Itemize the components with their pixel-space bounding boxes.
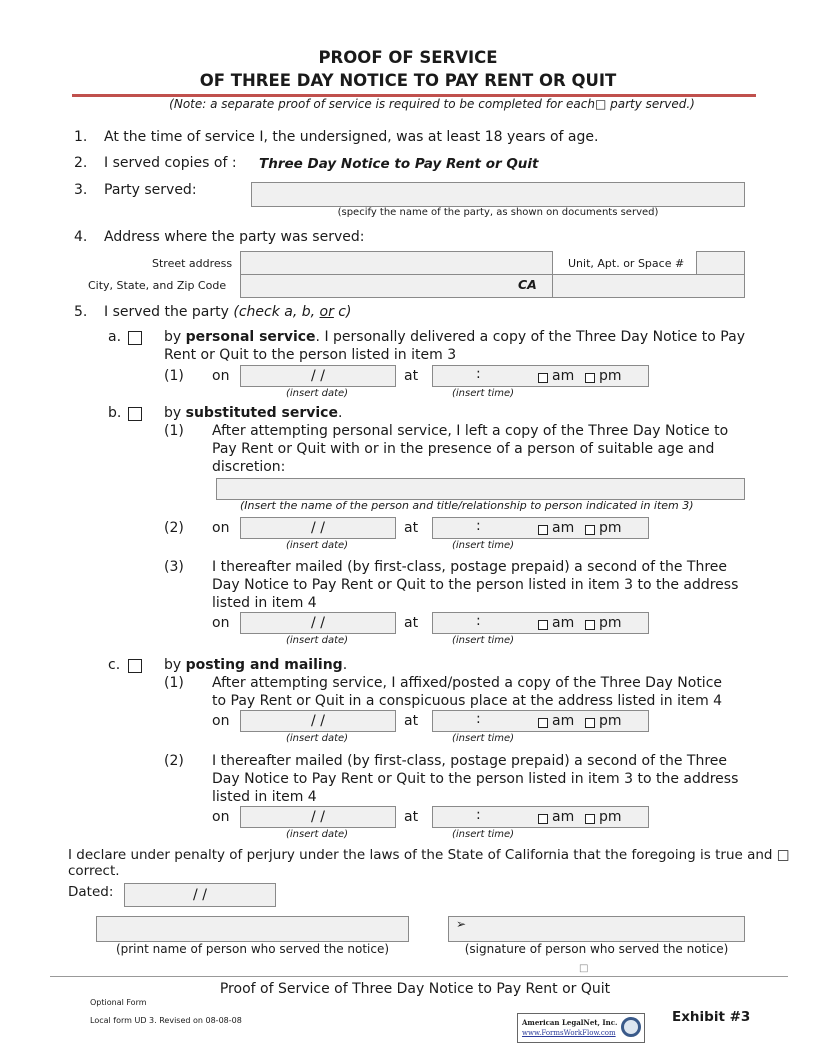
am-checkbox[interactable] — [538, 620, 548, 630]
section-c-sub2-line3: listed in item 4 — [212, 789, 317, 805]
footer-title: Proof of Service of Three Day Notice to Pay Rent or Quit — [219, 981, 611, 997]
signature-input[interactable] — [448, 916, 745, 942]
unit-label: Unit, Apt. or Space # — [568, 257, 685, 270]
street-address-label: Street address — [152, 257, 233, 270]
posting-mailing-checkbox[interactable] — [128, 659, 142, 673]
section-b-sub3-line3: listed in item 4 — [212, 595, 317, 611]
time-separator: : — [476, 366, 481, 382]
section-b-sub1-line1: After attempting personal service, I left a copy of the Three Day Notice to — [212, 423, 729, 439]
dated-label: Dated: — [68, 884, 114, 900]
insert-time-hint: (insert time) — [452, 388, 515, 399]
section-c-sub2-line2: Day Notice to Pay Rent or Quit to the person listed in item 3 to the address — [212, 771, 739, 787]
logo-line-2: www.FormsWorkFlow.com — [522, 1029, 616, 1037]
at-label: at — [404, 809, 419, 825]
print-name-input[interactable] — [96, 916, 409, 942]
insert-time-hint: (insert time) — [452, 540, 515, 551]
date-input[interactable]: / / — [240, 710, 396, 732]
pm-checkbox[interactable] — [585, 620, 595, 630]
am-label: am — [552, 368, 575, 384]
pm-label: pm — [599, 713, 622, 729]
time-separator: : — [476, 613, 481, 629]
title-line-1: PROOF OF SERVICE — [318, 48, 498, 67]
at-label: at — [404, 520, 419, 536]
time-separator: : — [476, 518, 481, 534]
am-checkbox[interactable] — [538, 525, 548, 535]
insert-date-hint: (insert date) — [286, 829, 349, 840]
party-served-input[interactable] — [251, 182, 745, 207]
signature-arrow-icon: ➢ — [456, 917, 467, 931]
am-checkbox[interactable] — [538, 373, 548, 383]
section-c-sub1-line1: After attempting service, I affixed/posted a copy of the Three Day Notice — [212, 675, 723, 691]
insert-date-hint: (insert date) — [286, 635, 349, 646]
insert-time-hint: (insert time) — [452, 635, 515, 646]
am-label: am — [552, 809, 575, 825]
am-checkbox[interactable] — [538, 814, 548, 824]
insert-time-hint: (insert time) — [452, 733, 515, 744]
footer-glyph: □ — [579, 963, 589, 974]
at-label: at — [404, 713, 419, 729]
section-c-line1: by posting and mailing. — [164, 657, 348, 673]
section-b-sub3: (3) — [164, 559, 184, 575]
item-3-label: Party served: — [104, 182, 197, 198]
on-label: on — [212, 615, 230, 631]
section-b-sub3-line1: I thereafter mailed (by first-class, postage prepaid) a second of the Three — [212, 559, 728, 575]
am-label: am — [552, 713, 575, 729]
am-label: am — [552, 520, 575, 536]
substituted-service-checkbox[interactable] — [128, 407, 142, 421]
pm-label: pm — [599, 520, 622, 536]
section-b-sub1-line2: Pay Rent or Quit with or in the presence of a person of suitable age and — [212, 441, 715, 457]
city-state-zip-input[interactable] — [240, 274, 745, 298]
person-name-hint: (Insert the name of the person and title/relationship to person indicated in item 3) — [240, 499, 694, 512]
section-a-letter: a. — [108, 329, 122, 345]
section-c-sub1-line2: to Pay Rent or Quit in a conspicuous place at the address listed in item 4 — [212, 693, 723, 709]
section-b-sub1-line3: discretion: — [212, 459, 286, 475]
time-separator: : — [476, 711, 481, 727]
party-served-hint: (specify the name of the party, as shown on documents served) — [337, 207, 659, 218]
print-name-hint: (print name of person who served the notice) — [115, 942, 390, 956]
on-label: on — [212, 520, 230, 536]
insert-date-hint: (insert date) — [286, 540, 349, 551]
section-c-sub2: (2) — [164, 753, 184, 769]
section-c-sub2-line1: I thereafter mailed (by first-class, postage prepaid) a second of the Three — [212, 753, 728, 769]
pm-label: pm — [599, 615, 622, 631]
date-input[interactable]: / / — [240, 806, 396, 828]
on-label: on — [212, 713, 230, 729]
item-5-number: 5. — [74, 304, 88, 320]
section-a-line2: Rent or Quit to the person listed in item 3 — [164, 347, 457, 363]
personal-service-checkbox[interactable] — [128, 331, 142, 345]
pm-checkbox[interactable] — [585, 525, 595, 535]
signature-hint: (signature of person who served the notice) — [464, 942, 729, 956]
footer-rule — [50, 976, 788, 977]
personal-service-label: personal service — [185, 329, 316, 345]
section-b-sub2: (2) — [164, 520, 184, 536]
declaration-line2: correct. — [68, 863, 120, 879]
exhibit-label: Exhibit #3 — [672, 1009, 751, 1025]
state-value: CA — [518, 277, 537, 292]
at-label: at — [404, 615, 419, 631]
unit-input[interactable] — [696, 251, 745, 275]
item-4-label: Address where the party was served: — [104, 229, 365, 245]
section-a-line1: by personal service. I personally delivered a copy of the Three Day Notice to Pay — [164, 329, 745, 345]
insert-date-hint: (insert date) — [286, 733, 349, 744]
time-separator: : — [476, 807, 481, 823]
insert-time-hint: (insert time) — [452, 829, 515, 840]
item-1-text: At the time of service I, the undersigned, was at least 18 years of age. — [104, 129, 599, 145]
section-c-sub1: (1) — [164, 675, 184, 691]
dated-input[interactable]: / / — [124, 883, 276, 907]
substituted-service-label: substituted service — [185, 405, 338, 421]
on-label: on — [212, 368, 230, 384]
street-address-input[interactable] — [240, 251, 553, 275]
section-a-sub1: (1) — [164, 368, 184, 384]
city-state-divider — [552, 274, 553, 298]
item-2-number: 2. — [74, 155, 88, 171]
section-c-letter: c. — [108, 657, 121, 673]
logo-line-1: American LegalNet, Inc. — [522, 1018, 618, 1027]
item-5-label — [104, 304, 351, 320]
person-name-input[interactable] — [216, 478, 745, 500]
insert-date-hint: (insert date) — [286, 388, 349, 399]
date-input[interactable]: / / — [240, 612, 396, 634]
section-b-line1: by substituted service. — [164, 405, 343, 421]
item-1-number: 1. — [74, 129, 88, 145]
optional-form-label: Optional Form — [90, 998, 147, 1007]
date-input[interactable]: / / — [240, 365, 396, 387]
item-2-document: Three Day Notice to Pay Rent or Quit — [259, 156, 539, 172]
item-5-text: I served the party — [104, 304, 229, 320]
pm-label: pm — [599, 368, 622, 384]
item-5-hint: (check a, b, or c) — [233, 304, 352, 320]
section-b-sub3-line2: Day Notice to Pay Rent or Quit to the person listed in item 3 to the address — [212, 577, 739, 593]
pm-checkbox[interactable] — [585, 814, 595, 824]
am-label: am — [552, 615, 575, 631]
at-label: at — [404, 368, 419, 384]
header-note: (Note: a separate proof of service is required to be completed for each□ party served.) — [169, 97, 695, 111]
local-form-label: Local form UD 3. Revised on 08-08-08 — [90, 1016, 242, 1025]
posting-mailing-label: posting and mailing — [185, 657, 343, 673]
section-b-letter: b. — [108, 405, 122, 421]
item-3-number: 3. — [74, 182, 88, 198]
pm-checkbox[interactable] — [585, 373, 595, 383]
item-4-number: 4. — [74, 229, 88, 245]
item-2-prefix: I served copies of : — [104, 155, 237, 171]
declaration-line1: I declare under penalty of perjury under the laws of the State of California that the foregoing is true and □ — [68, 847, 790, 863]
am-checkbox[interactable] — [538, 718, 548, 728]
legalnet-logo[interactable] — [517, 1013, 645, 1043]
pm-label: pm — [599, 809, 622, 825]
on-label: on — [212, 809, 230, 825]
city-state-zip-label: City, State, and Zip Code — [88, 279, 227, 292]
section-b-sub1: (1) — [164, 423, 184, 439]
logo-circle-icon — [621, 1017, 641, 1037]
pm-checkbox[interactable] — [585, 718, 595, 728]
date-input[interactable]: / / — [240, 517, 396, 539]
title-line-2: OF THREE DAY NOTICE TO PAY RENT OR QUIT — [199, 71, 617, 90]
